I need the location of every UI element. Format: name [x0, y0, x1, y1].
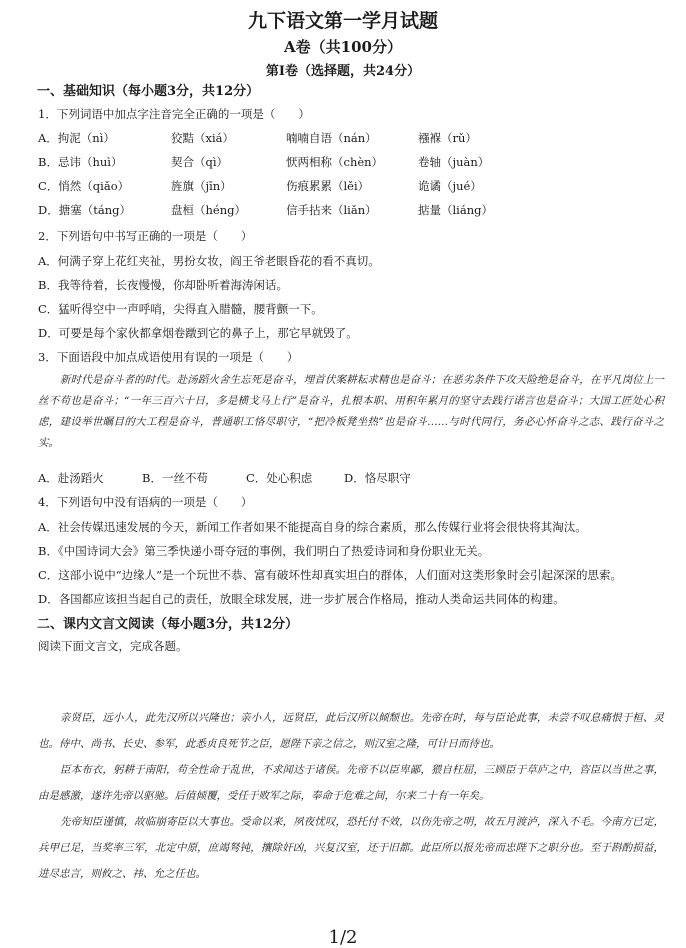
q3-passage-paragraph: 新时代是奋斗者的时代。赴汤蹈火舍生忘死是奋斗，埋首伏案耕耘求精也是奋斗；在恶劣条件下攻天险绝是奋斗，在平凡岗位上一丝不苟也是奋斗；“一年三百六十日，多是横戈马上行”是奋斗，扎根本职、用积年累月的坚守去践行诺言也是奋斗；大国工匠处心积虑，建设举世瞩目的大工程是奋斗，普通职工恪尽职守，“把冷板凳坐热”也是奋斗……与时代同行，务必心怀奋斗之志、践行奋斗之实。 — [38, 374, 664, 449]
part-title: 第Ⅰ卷（选择题，共24分） — [265, 64, 421, 79]
q4-option-b: B．《中国诗词大会》第三季快递小哥夺冠的事例，我们明白了热爱诗词和身份职业无关。 — [38, 544, 490, 558]
q2-option-b: B．我等待着，长夜慢慢，你却卧听着海涛闲话。 — [38, 278, 288, 292]
q1-b-1: B．忌讳（huì） — [38, 155, 123, 169]
q1-stem: 1．下列词语中加点字注音完全正确的一项是（ ） — [38, 107, 310, 121]
q4-option-c: C．这部小说中“边缘人”是一个玩世不恭、富有破坏性却真实坦白的群体，人们面对这类形象时会引起深深的思索。 — [38, 568, 623, 582]
classical-paragraph-1: 亲贤臣，远小人，此先汉所以兴隆也；亲小人，远贤臣，此后汉所以倾颓也。先帝在时，每与臣论此事，未尝不叹息痛恨于桓、灵也。侍中、尚书、长史、参军，此悉贞良死节之臣，愿陛下亲之信之，则汉室之隆，可计日而待也。 — [38, 712, 664, 750]
q4-option-d: D．各国都应该担当起自己的责任，放眼全球发展，进一步扩展合作格局，推动人类命运共同体的构建。 — [38, 592, 565, 606]
q2-option-c: C．猛听得空中一声呼哨，尖得直入腊髓，腰背颤一下。 — [38, 302, 323, 316]
section2-instruction: 阅读下面文言文，完成各题。 — [38, 639, 188, 653]
q3-option-b: B．一丝不苟 — [142, 471, 208, 485]
q2-option-d: D．可要是每个家伙都拿烟卷蹾到它的鼻子上，那它早就毁了。 — [38, 326, 358, 340]
q1-c-1: C．悄然（qiǎo） — [38, 179, 130, 193]
q3-passage — [38, 370, 664, 454]
q1-b-3: 恹两相称（chèn） — [286, 155, 384, 169]
q2-stem: 2．下列语句中书写正确的一项是（ ） — [38, 229, 253, 243]
q4-stem: 4．下列语句中没有语病的一项是（ ） — [38, 495, 253, 509]
section1-heading: 一、基础知识（每小题3分，共12分） — [37, 84, 260, 99]
classical-paragraph-3: 先帝知臣谨慎，故临崩寄臣以大事也。受命以来，夙夜忧叹，恐托付不效，以伤先帝之明，故五月渡泸，深入不毛。今南方已定，兵甲已足，当奖率三军，北定中原，庶竭驽钝，攘除奸凶，兴复汉室，还于旧都。此臣所以报先帝而忠陛下之职分也。至于斟酌损益，进尽忠言，则攸之、祎、允之任也。 — [38, 816, 664, 880]
q1-d-4: 掂量（liáng） — [418, 203, 493, 217]
q1-a-3: 喃喃自语（nán） — [286, 131, 377, 145]
q3-option-c: C．处心积虑 — [246, 471, 313, 485]
classical-passage — [38, 705, 664, 887]
q1-b-4: 卷轴（juàn） — [418, 155, 490, 169]
q1-c-3: 伤痕累累（lěi） — [286, 179, 370, 193]
classical-paragraph-2: 臣本布衣，躬耕于南阳，苟全性命于乱世，不求闻达于诸侯。先帝不以臣卑鄙，猥自枉屈，三顾臣于草庐之中，咨臣以当世之事，由是感激，遂许先帝以驱驰。后值倾覆，受任于败军之际，奉命于危难之间，尔来二十有一年矣。 — [38, 764, 664, 802]
q1-a-2: 狡黠（xiá） — [171, 131, 235, 145]
exam-subtitle: A卷（共100分） — [284, 38, 402, 56]
q4-option-a: A．社会传媒迅速发展的今天，新闻工作者如果不能提高自身的综合素质，那么传媒行业将会很快将其淘汰。 — [38, 520, 587, 534]
page-number: 1/2 — [328, 927, 358, 948]
q1-c-4: 诡谲（jué） — [418, 179, 482, 193]
q3-stem: 3．下面语段中加点成语使用有误的一项是（ ） — [38, 350, 299, 364]
q2-option-a: A．何满子穿上花红夹祉，男扮女妆，阎王爷老眼昏花的看不真切。 — [38, 254, 380, 268]
q1-b-2: 契合（qì） — [171, 155, 229, 169]
section2-heading: 二、课内文言文阅读（每小题3分，共12分） — [37, 617, 299, 632]
q3-option-a: A．赴汤蹈火 — [38, 471, 104, 485]
q1-d-2: 盘桓（héng） — [171, 203, 246, 217]
q1-a-4: 襁褓（rǔ） — [418, 131, 477, 145]
q3-option-d: D．恪尽职守 — [344, 471, 411, 485]
q1-d-3: 信手拈来（liǎn） — [286, 203, 377, 217]
q1-a-1: A．拘泥（nì） — [38, 131, 115, 145]
q1-c-2: 旌旗（jīn） — [171, 179, 232, 193]
exam-title: 九下语文第一学月试题 — [247, 10, 438, 32]
q1-d-1: D．搪塞（táng） — [38, 203, 131, 217]
